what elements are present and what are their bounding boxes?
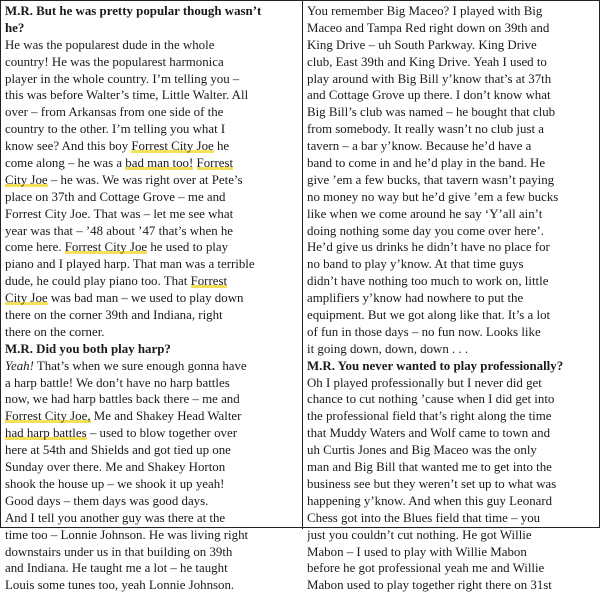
highlighted-text: Forrest City Joe xyxy=(64,240,148,255)
text-line xyxy=(5,527,300,544)
text-segment: shook the house up – we shook it up yeah! xyxy=(5,476,225,491)
text-line xyxy=(5,3,300,20)
text-segment: piano and I played harp. That man was a terrible xyxy=(5,257,255,272)
text-line xyxy=(307,189,599,206)
highlighted-text: Forrest xyxy=(196,156,234,171)
text-line xyxy=(307,121,599,138)
text-line xyxy=(307,324,599,341)
text-line xyxy=(307,206,599,223)
interviewer-question: M.R. You never wanted to play professionally? xyxy=(307,358,564,373)
text-line xyxy=(307,273,599,290)
text-segment: and Indiana. He taught me a lot – he taught xyxy=(5,561,228,576)
text-segment: – used to blow together over xyxy=(86,426,237,441)
text-segment: club, East 39th and King Drive. Yeah I used to xyxy=(307,54,547,69)
text-line xyxy=(5,155,300,172)
text-line xyxy=(307,577,599,594)
text-segment: player in the whole country. I’m telling you – xyxy=(5,71,240,86)
text-line xyxy=(307,20,599,37)
text-line xyxy=(5,273,300,290)
text-segment: He’d give us drinks he didn’t have no place for xyxy=(307,240,550,255)
text-line xyxy=(5,510,300,527)
text-segment: Sunday over there. Me and Shakey Horton xyxy=(5,460,226,475)
text-line xyxy=(5,54,300,71)
interviewer-question: M.R. But he was pretty popular though wasn’t xyxy=(5,4,262,18)
text-segment: was bad man – we used to play down xyxy=(47,291,244,306)
highlighted-text: City Joe xyxy=(5,291,48,306)
text-segment: just you couldn’t cut nothing. He got Willie xyxy=(307,527,532,542)
text-segment: equipment. But we got along like that. It’s a lot xyxy=(307,308,551,323)
text-segment: this was before Walter’s time, Little Walter. All xyxy=(5,88,249,103)
text-segment: that Muddy Waters and Wolf came to town and xyxy=(307,426,551,441)
text-segment: country to the other. I’m telling you what I xyxy=(5,122,226,137)
text-segment: there on the corner 39th and Indiana, right xyxy=(5,308,223,323)
text-line xyxy=(307,54,599,71)
text-segment: place on 37th and Cottage Grove – me and xyxy=(5,189,226,204)
text-segment: come along – he was a xyxy=(5,156,126,171)
text-segment: chance to cut nothing ’cause when I did get into xyxy=(307,392,555,407)
text-segment: come here. xyxy=(5,240,65,255)
interviewer-question: M.R. Did you both play harp? xyxy=(5,341,171,356)
text-segment: He was the popularest dude in the whole xyxy=(5,37,215,52)
text-line xyxy=(5,560,300,577)
text-line xyxy=(5,104,300,121)
text-segment: You remember Big Maceo? I played with Big xyxy=(307,4,543,18)
text-line xyxy=(307,3,599,20)
text-segment: That’s when we sure enough gonna have xyxy=(33,358,247,373)
text-segment: amplifiers y’know had nowhere to put the xyxy=(307,291,524,306)
text-line xyxy=(307,442,599,459)
text-segment: the professional field that’s right along the time xyxy=(307,409,552,424)
text-line xyxy=(307,71,599,88)
text-segment: didn’t have nothing too much to work on, little xyxy=(307,274,549,289)
text-segment: over – from Arkansas from one side of the xyxy=(5,105,224,120)
text-segment: Mabon – I used to play with Willie Mabon xyxy=(307,544,527,559)
text-line xyxy=(307,493,599,510)
text-segment: dude, he could play piano too. That xyxy=(5,274,191,289)
text-line xyxy=(307,290,599,307)
text-segment: Chess got into the Blues field that time – you xyxy=(307,510,541,525)
text-line xyxy=(5,577,300,594)
text-line xyxy=(307,256,599,273)
text-line xyxy=(5,206,300,223)
text-line xyxy=(307,87,599,104)
interviewer-question: he? xyxy=(5,20,25,35)
text-segment: he xyxy=(213,139,230,154)
text-line xyxy=(307,459,599,476)
right-column xyxy=(307,3,599,594)
text-line xyxy=(5,172,300,189)
highlighted-text: City Joe xyxy=(5,172,48,187)
text-line xyxy=(5,544,300,561)
text-line xyxy=(5,358,300,375)
text-segment: country! He was the popularest harmonica xyxy=(5,54,224,69)
text-line xyxy=(307,138,599,155)
text-segment: Good days – them days was good days. xyxy=(5,493,209,508)
text-line xyxy=(5,341,300,358)
text-segment: year was that – ’48 about ’47 that’s when he xyxy=(5,223,234,238)
text-line xyxy=(5,71,300,88)
text-segment: like when we come around he say ‘Y’all ain’t xyxy=(307,206,543,221)
text-line xyxy=(5,87,300,104)
text-segment: there on the corner. xyxy=(5,324,105,339)
text-segment: no money no way but he’d give ’em a few bucks xyxy=(307,189,559,204)
text-segment: Louis some tunes too, yeah Lonnie Johnson. xyxy=(5,578,235,593)
text-line xyxy=(307,307,599,324)
highlighted-text: bad man too! xyxy=(125,156,194,171)
text-segment: and Cottage Grove up there. I don’t know what xyxy=(307,88,551,103)
text-line xyxy=(307,155,599,172)
emphasized-text: Yeah! xyxy=(5,358,34,373)
text-line xyxy=(307,544,599,561)
text-line xyxy=(5,442,300,459)
text-segment: a harp battle! We don’t have no harp battles xyxy=(5,375,230,390)
column-divider xyxy=(302,1,303,529)
text-line xyxy=(307,172,599,189)
highlighted-text: Forrest xyxy=(190,274,228,289)
text-line xyxy=(307,375,599,392)
text-segment: man and Big Bill that wanted me to get into the xyxy=(307,460,552,475)
text-segment: before he got professional yeah me and Willie xyxy=(307,561,545,576)
text-segment: Mabon used to play together right there on 31st xyxy=(307,578,552,593)
text-segment: happening y’know. And when this guy Leonard xyxy=(307,493,553,508)
text-segment: doing nothing some day you come over here’. xyxy=(307,223,544,238)
text-line xyxy=(5,223,300,240)
highlighted-text: had harp battles xyxy=(5,426,87,441)
text-line xyxy=(307,358,599,375)
text-line xyxy=(307,476,599,493)
text-line xyxy=(5,493,300,510)
text-line xyxy=(5,138,300,155)
text-line xyxy=(5,324,300,341)
text-segment: play around with Big Bill y’know that’s at 37th xyxy=(307,71,552,86)
text-line xyxy=(307,408,599,425)
text-line xyxy=(307,104,599,121)
text-line xyxy=(5,121,300,138)
text-line xyxy=(5,290,300,307)
text-segment: – he was. We was right over at Pete’s xyxy=(47,172,243,187)
highlighted-text: Forrest City Joe, xyxy=(5,409,91,424)
text-line xyxy=(307,239,599,256)
highlighted-text: Forrest City Joe xyxy=(131,139,214,154)
text-segment: he used to play xyxy=(147,240,229,255)
text-line xyxy=(5,391,300,408)
text-segment: from somebody. It really wasn’t no club just a xyxy=(307,122,544,137)
text-line xyxy=(5,425,300,442)
text-segment: it going down, down, down . . . xyxy=(307,341,469,356)
text-line xyxy=(5,375,300,392)
text-line xyxy=(307,425,599,442)
text-line xyxy=(5,459,300,476)
text-line xyxy=(5,476,300,493)
text-line xyxy=(5,408,300,425)
text-line xyxy=(5,256,300,273)
text-segment: Oh I played professionally but I never did get xyxy=(307,375,542,390)
text-line xyxy=(5,189,300,206)
text-line xyxy=(5,307,300,324)
text-line xyxy=(307,37,599,54)
left-column xyxy=(5,3,300,594)
text-segment: now, we had harp battles back there – me and xyxy=(5,392,240,407)
text-segment: give ’em a few bucks, that tavern wasn’t paying xyxy=(307,172,555,187)
text-line xyxy=(5,37,300,54)
text-line xyxy=(307,341,599,358)
text-line xyxy=(307,223,599,240)
text-line xyxy=(307,560,599,577)
text-line xyxy=(307,391,599,408)
text-segment: tavern – a bar y’know. Because he’d have a xyxy=(307,139,532,154)
text-segment: King Drive – uh South Parkway. King Drive xyxy=(307,37,537,52)
text-segment: band to come in and he’d play in the band. He xyxy=(307,156,546,171)
text-segment: business see but they weren’t set up to what was xyxy=(307,476,557,491)
text-segment: know see? And this boy xyxy=(5,139,132,154)
text-segment: And I tell you another guy was there at the xyxy=(5,510,226,525)
text-line xyxy=(5,20,300,37)
text-segment: time too – Lonnie Johnson. He was living right xyxy=(5,527,249,542)
text-line xyxy=(307,527,599,544)
text-segment: uh Curtis Jones and Big Maceo was the only xyxy=(307,443,537,458)
text-segment: downstairs under us in that building on 39th xyxy=(5,544,233,559)
text-segment: of fun in those days – no fun now. Looks like xyxy=(307,324,541,339)
text-segment: Me and Shakey Head Walter xyxy=(90,409,242,424)
text-segment: here at 54th and Shields and got tied up one xyxy=(5,443,231,458)
text-line xyxy=(307,510,599,527)
text-segment: no band to play y’know. At that time guys xyxy=(307,257,524,272)
text-segment: Big Bill’s club was named – he bought that club xyxy=(307,105,556,120)
text-segment: Maceo and Tampa Red right down on 39th and xyxy=(307,20,550,35)
text-line xyxy=(5,239,300,256)
text-segment: Forrest City Joe. That was – let me see what xyxy=(5,206,234,221)
